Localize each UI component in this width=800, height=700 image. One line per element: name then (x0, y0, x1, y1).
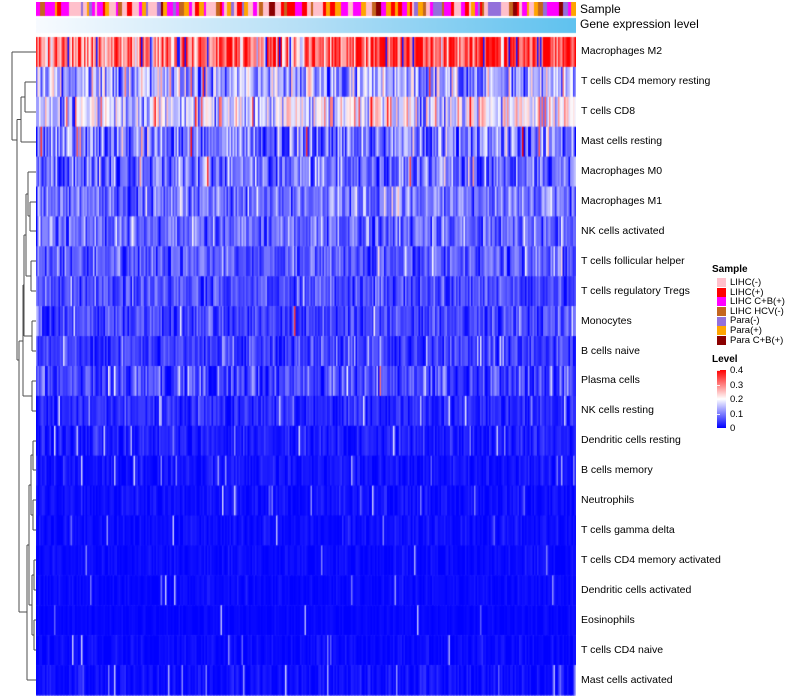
level-tick-mark (717, 428, 720, 429)
level-tick-mark (717, 385, 720, 386)
legend-item-label: LIHC C+B(+) (730, 296, 785, 308)
level-tick-label: 0 (730, 423, 736, 435)
row-label: T cells gamma delta (581, 524, 675, 536)
legend-item-label: Para(-) (730, 315, 760, 327)
legend-sample-items (712, 278, 785, 345)
legend-swatch (717, 307, 726, 316)
legend-item-label: LIHC(+) (730, 286, 764, 298)
row-label: Mast cells activated (581, 673, 673, 686)
legend-item-label: Para(+) (730, 325, 762, 337)
level-tick-label: 0.4 (730, 365, 744, 377)
legend-level-title: Level (712, 354, 738, 366)
legend-item-label: LIHC HCV(-) (730, 305, 784, 317)
row-label: T cells CD8 (581, 105, 636, 118)
row-dendrogram (0, 0, 36, 700)
legend-swatch (717, 278, 726, 287)
legend (712, 264, 785, 435)
legend-swatch (717, 317, 726, 326)
row-label: Eosinophils (581, 613, 635, 626)
row-label: Monocytes (581, 314, 632, 327)
row-label: Macrophages M2 (581, 45, 663, 58)
legend-sample-title: Sample (712, 264, 748, 275)
level-tick-mark (717, 399, 720, 400)
annotation-label-sample: Sample (580, 2, 621, 16)
legend-item-label: Para C+B(+) (730, 334, 784, 346)
row-label: NK cells activated (581, 224, 665, 237)
legend-item (717, 336, 785, 346)
annotation-label-gene-expression: Gene expression level (580, 17, 699, 31)
legend-swatch (717, 336, 726, 345)
row-label: T cells CD4 memory resting (581, 75, 711, 88)
row-label: Mast cells resting (581, 135, 663, 148)
level-tick-label: 0.3 (730, 379, 744, 391)
level-tick-mark (717, 370, 720, 371)
level-colorbar (717, 365, 785, 435)
row-label: Dendritic cells resting (581, 434, 681, 447)
row-label: T cells CD4 naive (581, 643, 664, 656)
row-label: Neutrophils (581, 494, 635, 507)
legend-swatch (717, 326, 726, 335)
heatmap-canvas (36, 2, 576, 696)
row-label: T cells regulatory Tregs (581, 284, 690, 297)
legend-swatch (717, 297, 726, 306)
row-label: B cells naive (581, 344, 640, 357)
legend-swatch (717, 288, 726, 297)
row-label: NK cells resting (581, 404, 654, 417)
row-label: B cells memory (581, 464, 653, 477)
legend-item-label: LIHC(-) (730, 277, 762, 289)
row-label: T cells follicular helper (581, 254, 685, 267)
row-label: T cells CD4 memory activated (581, 553, 721, 566)
level-tick-mark (717, 414, 720, 415)
row-label: Plasma cells (581, 374, 640, 387)
row-label: Macrophages M1 (581, 195, 663, 207)
level-tick-label: 0.1 (730, 408, 744, 420)
row-label: Dendritic cells activated (581, 583, 692, 596)
row-label: Macrophages M0 (581, 165, 663, 178)
level-tick-label: 0.2 (730, 394, 744, 406)
